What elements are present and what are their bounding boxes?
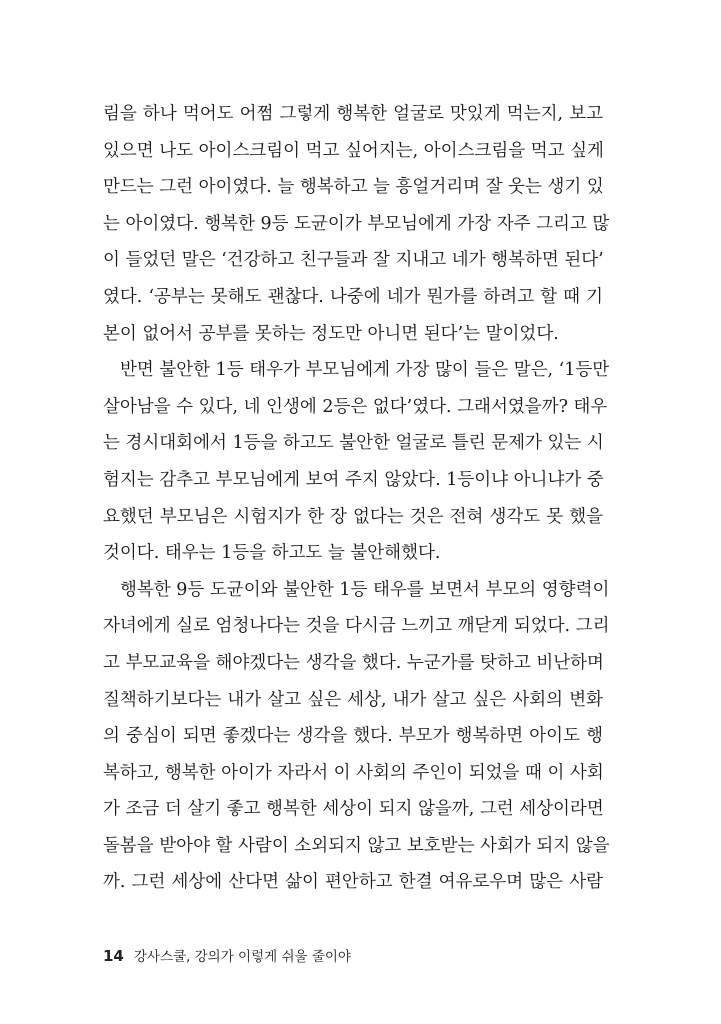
text-line: 험지는 감추고 부모님에게 보여 주지 않았다. 1등이냐 아니냐가 중 <box>103 469 604 490</box>
text-line: 였다. ‘공부는 못해도 괜찮다. 나중에 네가 뭔가를 하려고 할 때 기 <box>103 286 603 307</box>
text-line: 만드는 그런 아이였다. 늘 행복하고 늘 흥얼거리며 잘 웃는 생기 있 <box>103 177 604 198</box>
text-line: 살아남을 수 있다, 네 인생에 2등은 없다’였다. 그래서였을까? 태우 <box>103 396 608 417</box>
text-line: 고 부모교육을 해야겠다는 생각을 했다. 누군가를 탓하고 비난하며 <box>103 652 604 673</box>
text-line: 가 조금 더 살기 좋고 행복한 세상이 되지 않을까, 그런 세상이라면 <box>103 799 604 820</box>
text-line: 이 들었던 말은 ‘건강하고 친구들과 잘 지내고 네가 행복하면 된다’ <box>103 250 604 271</box>
text-line: 있으면 나도 아이스크림이 먹고 싶어지는, 아이스크림을 먹고 싶게 <box>103 140 604 161</box>
text-line: 반면 불안한 1등 태우가 부모님에게 가장 많이 들은 말은, ‘1등만 <box>120 360 610 381</box>
body-text <box>103 96 610 901</box>
text-line: 것이다. 태우는 1등을 하고도 늘 불안해했다. <box>103 543 441 564</box>
text-line: 돌봄을 받아야 할 사람이 소외되지 않고 보호받는 사회가 되지 않을 <box>103 835 610 856</box>
text-line: 까. 그런 세상에 산다면 삶이 편안하고 한결 여유로우며 많은 사람 <box>103 872 603 893</box>
page-number: 14 <box>103 947 124 965</box>
book-title: 강사스쿨, 강의가 이렇게 쉬울 줄이야 <box>133 949 351 965</box>
text-line: 자녀에게 실로 엄청나다는 것을 다시금 느끼고 깨닫게 되었다. 그리 <box>103 616 610 637</box>
text-line: 본이 없어서 공부를 못하는 정도만 아니면 된다’는 말이었다. <box>103 323 559 344</box>
text-line: 질책하기보다는 내가 살고 싶은 세상, 내가 살고 싶은 사회의 변화 <box>103 689 603 710</box>
text-line: 의 중심이 되면 좋겠다는 생각을 했다. 부모가 행복하면 아이도 행 <box>103 726 603 747</box>
text-line: 는 경시대회에서 1등을 하고도 불안한 얼굴로 틀린 문제가 있는 시 <box>103 433 604 454</box>
text-line: 복하고, 행복한 아이가 자라서 이 사회의 주인이 되었을 때 이 사회 <box>103 762 604 783</box>
text-line: 림을 하나 먹어도 어쩜 그렇게 행복한 얼굴로 맛있게 먹는지, 보고 <box>103 104 603 124</box>
text-line: 행복한 9등 도균이와 불안한 1등 태우를 보면서 부모의 영향력이 <box>120 579 610 600</box>
text-line: 는 아이였다. 행복한 9등 도균이가 부모님에게 가장 자주 그리고 많 <box>103 213 610 234</box>
text-line: 요했던 부모님은 시험지가 한 장 없다는 것은 전혀 생각도 못 했을 <box>103 506 603 527</box>
page-footer <box>103 945 351 965</box>
